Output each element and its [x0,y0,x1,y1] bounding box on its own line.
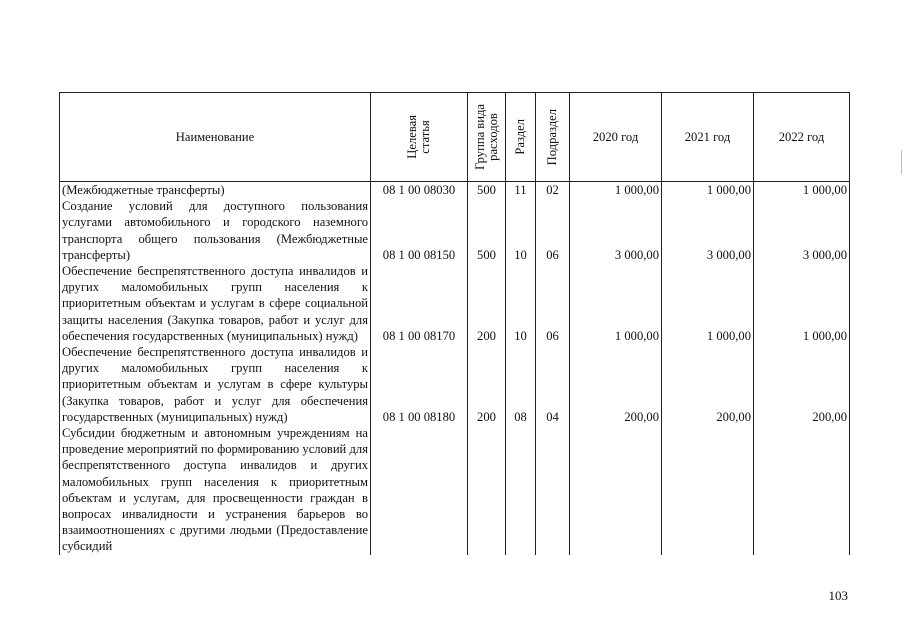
row-2021: 1 000,00 [662,263,754,344]
row-2022: 1 000,00 [754,263,850,344]
row-name: Обеспечение беспрепятственного доступа инвалидов и других маломобильных групп населения к приоритетным объектам и услугам в сфере культуры (Закупка товаров, работ и услуг для обеспечения государственных (муниципальных) нужд) [60,344,371,425]
row-2021: 200,00 [662,344,754,425]
row-2022: 1 000,00 [754,182,850,199]
row-target: 08 1 00 08030 [371,182,468,199]
row-target [371,425,468,555]
row-name: Обеспечение беспрепятственного доступа инвалидов и других маломобильных групп населения к приоритетным объектам и услугам в сфере социальной защиты населения (Закупка товаров, работ и услуг для обеспечения государственных (муниципальных) нужд) [60,263,371,344]
header-2022: 2022 год [754,93,850,182]
row-subsection: 06 [536,263,570,344]
row-2022 [754,425,850,555]
row-2021: 3 000,00 [662,198,754,263]
row-group: 500 [468,182,506,199]
row-group: 200 [468,263,506,344]
row-subsection [536,425,570,555]
page-number: 103 [828,588,848,603]
row-target: 08 1 00 08180 [371,344,468,425]
header-2020: 2020 год [570,93,662,182]
row-2021: 1 000,00 [662,182,754,199]
table-row [60,344,850,425]
header-section: Раздел [506,93,536,182]
row-2021 [662,425,754,555]
row-name: (Межбюджетные трансферты) [60,182,371,199]
header-group: Группа вида расходов [468,93,506,182]
header-2021: 2021 год [662,93,754,182]
row-2020: 1 000,00 [570,263,662,344]
table-row [60,198,850,263]
table-header-row [60,93,850,182]
budget-table [59,92,850,555]
row-section [506,425,536,555]
row-subsection: 04 [536,344,570,425]
row-2022: 200,00 [754,344,850,425]
table-row [60,263,850,344]
row-2022: 3 000,00 [754,198,850,263]
scan-edge-mark [901,150,902,174]
row-2020 [570,425,662,555]
table-row [60,425,850,555]
table-row [60,182,850,199]
row-section: 10 [506,263,536,344]
header-target: Целевая статья [371,93,468,182]
row-2020: 1 000,00 [570,182,662,199]
row-target: 08 1 00 08150 [371,198,468,263]
header-subsection: Подраздел [536,93,570,182]
row-group: 500 [468,198,506,263]
row-section: 11 [506,182,536,199]
row-2020: 200,00 [570,344,662,425]
row-2020: 3 000,00 [570,198,662,263]
row-section: 10 [506,198,536,263]
row-target: 08 1 00 08170 [371,263,468,344]
row-subsection: 06 [536,198,570,263]
row-name: Создание условий для доступного пользования услугами автомобильного и городского наземного транспорта общего пользования (Межбюджетные трансферты) [60,198,371,263]
row-group [468,425,506,555]
header-name: Наименование [60,93,371,182]
row-name: Субсидии бюджетным и автономным учреждениям на проведение мероприятий по формированию условий для беспрепятственного доступа инвалидов и других маломобильных групп населения к приоритетным объектам и услугам, для просвещенности граждан в вопросах инвалидности и устранения барьеров во взаимоотношениях с другими людьми (Предоставление субсидий [60,425,371,555]
row-section: 08 [506,344,536,425]
row-group: 200 [468,344,506,425]
row-subsection: 02 [536,182,570,199]
